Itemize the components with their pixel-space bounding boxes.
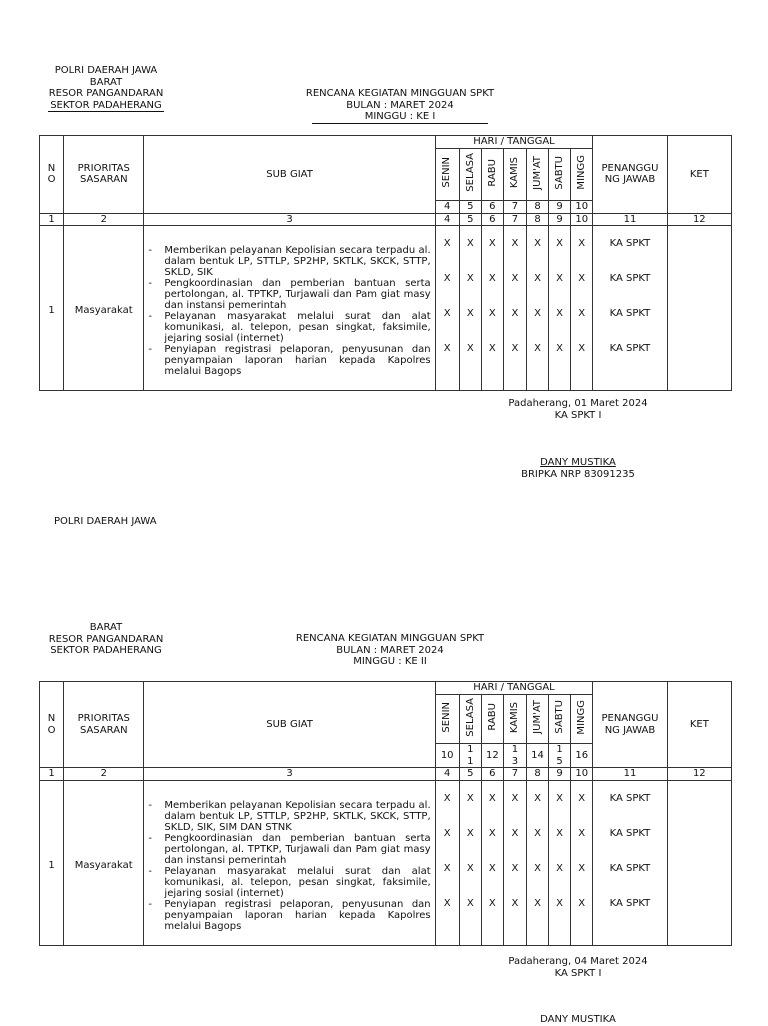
signature-block-1 [478,398,678,421]
col-number: 4 [435,213,459,226]
col-number: 11 [593,768,667,781]
header-hari: HARI / TANGGAL [435,682,593,695]
date-cell: 10 [435,744,459,768]
header-subgiat: SUB GIAT [144,136,435,214]
col-number: 6 [481,213,503,226]
subgiat-item: - Penyiapan registrasi pelaporan, penyusunan dan penyampaian laporan harian kepada Kapolres melalui Bagops [148,898,431,932]
date-cell: 1 5 [549,744,571,768]
day-marks: X X X X [549,226,571,391]
org-top-2: POLRI DAERAH JAWA [54,516,157,527]
day-header: SABTU [549,695,571,744]
subgiat-cell [144,226,435,391]
signature-block-2 [478,956,678,979]
header-ket: KET [667,136,731,214]
day-header: SELASA [459,695,481,744]
signer-block-1 [478,457,678,480]
ket-cell [667,780,731,945]
title-line: MINGGU : KE I [312,111,488,124]
col-number: 1 [40,768,64,781]
header-no: N O [40,136,64,214]
title-line: MINGGU : KE II [353,656,427,667]
org-line: RESOR PANGANDARAN [48,88,164,99]
col-number: 9 [549,768,571,781]
plan-table-1 [39,135,732,391]
col-number: 8 [526,213,548,226]
org-header-1 [31,65,181,112]
date-cell: 9 [549,201,571,214]
signer-name: DANY MUSTIKA [540,1014,616,1025]
signer-rank-nrp: BRIPKA NRP 83091235 [521,468,635,480]
day-marks: X X X X [571,226,593,391]
day-header: KAMIS [503,149,526,201]
col-number: 6 [481,768,503,781]
date-cell: 5 [459,201,481,214]
subgiat-cell [144,780,435,945]
org-header-2 [31,622,181,657]
date-cell: 10 [571,201,593,214]
col-number: 1 [40,213,64,226]
col-number: 5 [459,213,481,226]
day-header: SELASA [459,149,481,201]
date-cell: 6 [481,201,503,214]
org-line: SEKTOR PADAHERANG [50,645,162,656]
day-header: MINGG [571,695,593,744]
col-number: 12 [667,768,731,781]
day-marks: X X X X [503,226,526,391]
day-marks: X X X X [435,226,459,391]
signer-position: KA SPKT I [554,967,602,979]
day-header: KAMIS [503,695,526,744]
row-sasaran: Masyarakat [64,226,144,391]
date-cell: 12 [481,744,503,768]
org-line: POLRI DAERAH JAWA [54,65,158,76]
ket-cell [667,226,731,391]
row-no: 1 [40,780,64,945]
day-marks: X X X X [526,780,548,945]
org-line: SEKTOR PADAHERANG [50,99,162,111]
table-row [40,226,732,391]
plan-title-2 [270,633,510,668]
place-date: Padaherang, 04 Maret 2024 [508,956,648,967]
day-header: RABU [481,149,503,201]
place-date: Padaherang, 01 Maret 2024 [508,398,648,409]
date-cell: 1 1 [459,744,481,768]
col-number: 5 [459,768,481,781]
col-number: 7 [503,213,526,226]
plan-title-1 [280,88,520,124]
col-number: 10 [571,768,593,781]
title-line: BULAN : MARET 2024 [336,644,444,656]
subgiat-item: - Pelayanan masyarakat melalui surat dan alat komunikasi, al. telepon, pesan singkat, faksimile, jejaring sosial (internet) [148,311,431,344]
title-line: RENCANA KEGIATAN MINGGUAN SPKT [305,88,495,99]
date-cell: 14 [526,744,548,768]
penanggung-jawab-list: KA SPKT KA SPKT KA SPKT KA SPKT [593,226,667,391]
day-header: RABU [481,695,503,744]
date-cell: 8 [526,201,548,214]
day-header: JUM'AT [526,695,548,744]
day-marks: X X X X [459,226,481,391]
day-header: SABTU [549,149,571,201]
header-penanggung: PENANGGU NG JAWAB [593,682,667,768]
plan-table-2 [39,681,732,946]
col-number: 7 [503,768,526,781]
day-header: JUM'AT [526,149,548,201]
subgiat-item: - Pengkoordinasian dan pemberian bantuan serta pertolongan, al. TPTKP, Turjawali dan Pam giat masy dan instansi pemerintah [148,832,431,866]
col-number: 2 [64,213,144,226]
col-number: 2 [64,768,144,781]
subgiat-item: - Penyiapan registrasi pelaporan, penyusunan dan penyampaian laporan harian kepada Kapolres melalui Bagops [148,344,431,377]
col-number: 10 [571,213,593,226]
org-line: BARAT [89,76,123,88]
day-header: MINGG [571,149,593,201]
subgiat-item: - Memberikan pelayanan Kepolisian secara terpadu al. dalam bentuk LP, STTLP, SP2HP, SKTLK, SKCK, STTP, SKLD, SIK, SIM DAN STNK [148,799,431,833]
day-marks: X X X X [571,780,593,945]
penanggung-jawab-list: KA SPKT KA SPKT KA SPKT KA SPKT [593,780,667,945]
row-no: 1 [40,226,64,391]
day-marks: X X X X [549,780,571,945]
day-header: SENIN [435,695,459,744]
row-sasaran: Masyarakat [64,780,144,945]
day-marks: X X X X [503,780,526,945]
col-number: 8 [526,768,548,781]
day-marks: X X X X [526,226,548,391]
date-cell: 1 3 [503,744,526,768]
title-line: BULAN : MARET 2024 [346,99,454,111]
col-number: 9 [549,213,571,226]
header-penanggung: PENANGGU NG JAWAB [593,136,667,214]
org-line: RESOR PANGANDARAN [48,633,164,645]
col-number: 12 [667,213,731,226]
signer-position: KA SPKT I [554,409,602,421]
day-marks: X X X X [435,780,459,945]
header-prioritas: PRIORITAS SASARAN [64,682,144,768]
header-no: N O [40,682,64,768]
day-marks: X X X X [481,226,503,391]
day-header: SENIN [435,149,459,201]
col-number: 3 [144,768,435,781]
header-prioritas: PRIORITAS SASARAN [64,136,144,214]
title-line: RENCANA KEGIATAN MINGGUAN SPKT [295,633,485,644]
header-ket: KET [667,682,731,768]
header-subgiat: SUB GIAT [144,682,435,768]
table-row [40,780,732,945]
date-cell: 7 [503,201,526,214]
date-cell: 4 [435,201,459,214]
col-number: 4 [435,768,459,781]
header-hari: HARI / TANGGAL [435,136,593,149]
col-number: 3 [144,213,435,226]
date-cell: 16 [571,744,593,768]
signer-name: DANY MUSTIKA [540,457,616,468]
day-marks: X X X X [481,780,503,945]
subgiat-item: - Memberikan pelayanan Kepolisian secara terpadu al. dalam bentuk LP, STTLP, SP2HP, SKTLK, SKCK, STTP, SKLD, SIK [148,245,431,278]
day-marks: X X X X [459,780,481,945]
org-line: BARAT [89,622,123,633]
subgiat-item: - Pengkoordinasian dan pemberian bantuan serta pertolongan, al. TPTKP, Turjawali dan Pam giat masy dan instansi pemerintah [148,278,431,311]
subgiat-item: - Pelayanan masyarakat melalui surat dan alat komunikasi, al. telepon, pesan singkat, faksimile, jejaring sosial (internet) [148,865,431,899]
col-number: 11 [593,213,667,226]
